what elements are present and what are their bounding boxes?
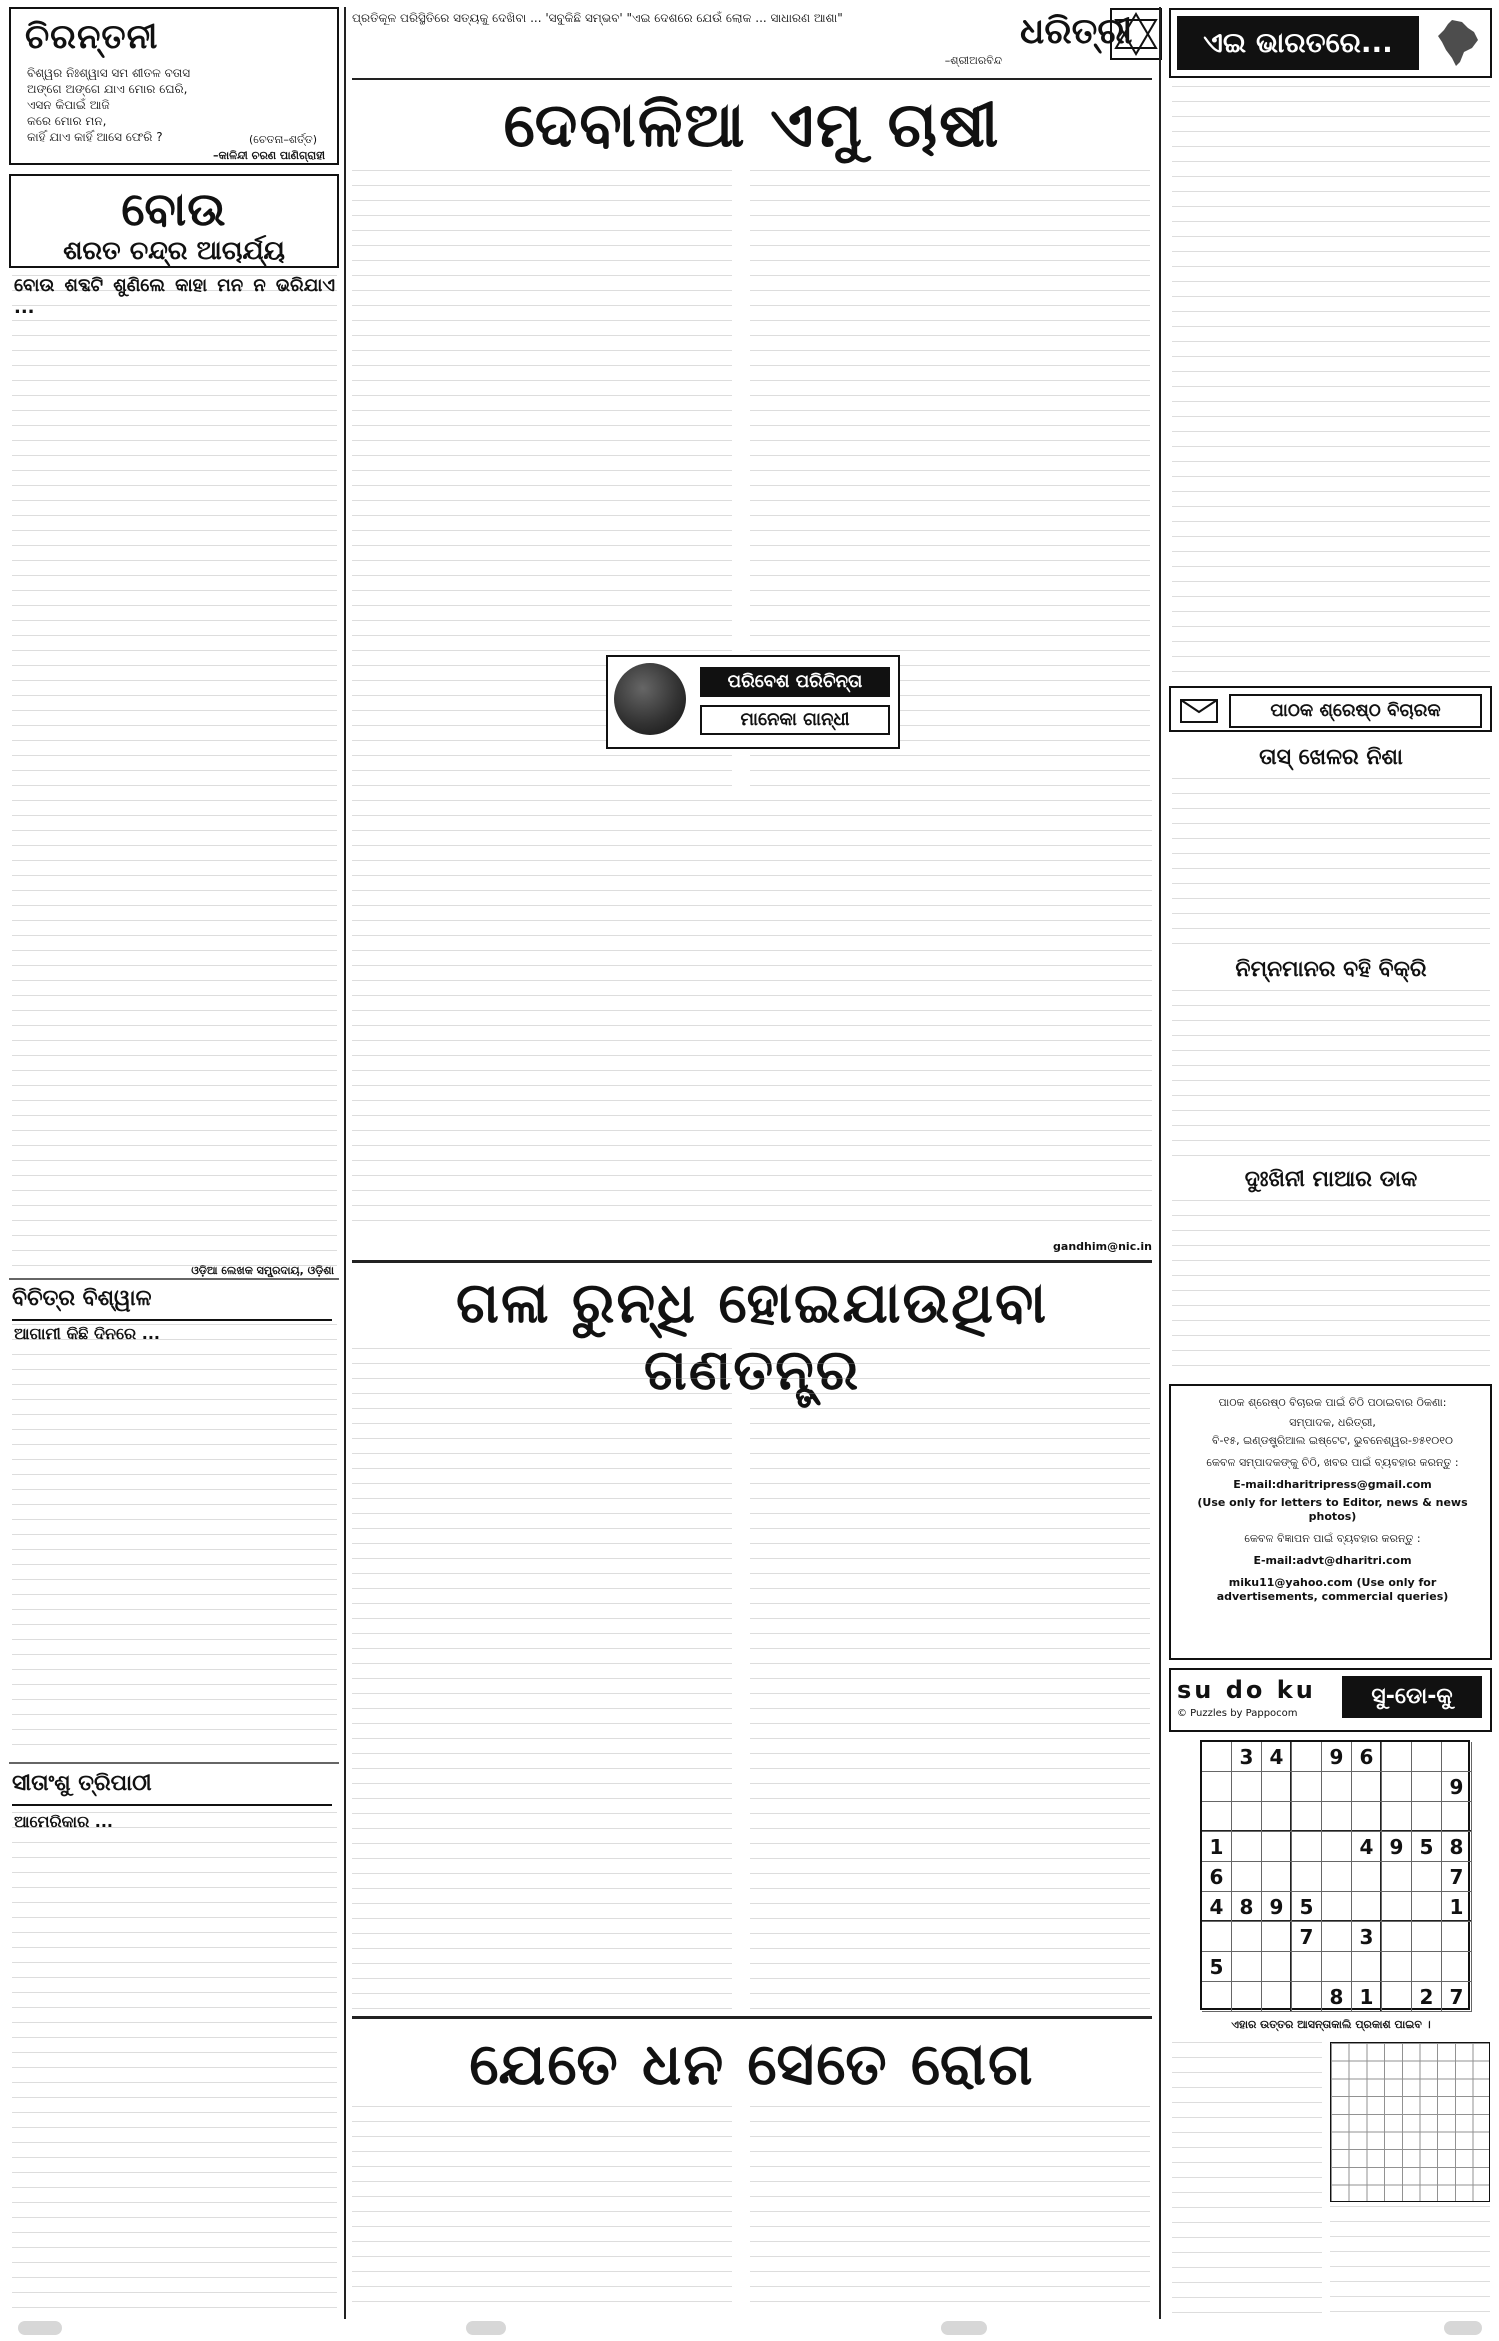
- sudoku-cell[interactable]: [1412, 1862, 1442, 1892]
- page-scroll-bar-3: [941, 2321, 987, 2335]
- sudoku-cell[interactable]: [1412, 1922, 1442, 1952]
- india-map-icon: [1434, 18, 1480, 68]
- sudoku-cell[interactable]: 3: [1352, 1922, 1382, 1952]
- sudoku-cell[interactable]: [1202, 1742, 1232, 1772]
- sudoku-cell[interactable]: [1412, 1802, 1442, 1832]
- center-divider-1: [352, 1260, 1152, 1263]
- sudoku-cell[interactable]: [1292, 1772, 1322, 1802]
- sudoku-cell[interactable]: 1: [1442, 1892, 1472, 1922]
- sudoku-cell[interactable]: 3: [1232, 1742, 1262, 1772]
- sudoku-cell[interactable]: [1262, 1772, 1292, 1802]
- sudoku-cell[interactable]: 8: [1232, 1892, 1262, 1922]
- right-header-box: [1169, 8, 1492, 78]
- sudoku-cell[interactable]: 6: [1202, 1862, 1232, 1892]
- masthead-rule: [352, 78, 1152, 80]
- sudoku-cell[interactable]: [1202, 1802, 1232, 1832]
- chirantani-text: ବିଶ୍ୱର ନିଃଶ୍ୱାସ ସମ ଶୀତଳ ବତାସ ଅଙ୍ଗେ ଅଙ୍ଗେ ଯାଏ ମୋର ଘେରି, ଏସନ କିପାଇଁ ଆଜି କରେ ମୋର ମନ, କାହିଁ ଯାଏ କାହିଁ ଆସେ ଫେରି ?: [27, 66, 191, 144]
- sudoku-cell[interactable]: [1292, 1862, 1322, 1892]
- sudoku-cell[interactable]: [1352, 1862, 1382, 1892]
- sudoku-cell[interactable]: 8: [1442, 1832, 1472, 1862]
- sudoku-cell[interactable]: [1412, 1892, 1442, 1922]
- letter1-title: ତାସ୍ ଖେଳର ନିଶା: [1259, 744, 1403, 770]
- sudoku-cell[interactable]: [1442, 1742, 1472, 1772]
- contact-line-5: କେବଳ ବିଜ୍ଞାପନ ପାଇଁ ବ୍ୟବହାର କରନ୍ତୁ :: [1244, 1532, 1421, 1545]
- contact-line-2: ସମ୍ପାଦକ, ଧରିତ୍ରୀ,: [1289, 1416, 1376, 1429]
- sudoku-cell[interactable]: [1382, 1862, 1412, 1892]
- contact-email-3[interactable]: miku11@yahoo.com (Use only for advertisements, commercial queries): [1216, 1576, 1449, 1603]
- right-column-separator: [1159, 7, 1161, 2319]
- sudoku-cell[interactable]: 7: [1442, 1982, 1472, 2012]
- sudoku-cell[interactable]: [1262, 1952, 1292, 1982]
- center-divider-2: [352, 2016, 1152, 2019]
- sudoku-answer-note: [1330, 2206, 1490, 2316]
- sudoku-cell[interactable]: [1412, 1952, 1442, 1982]
- sudoku-cell[interactable]: 7: [1442, 1862, 1472, 1892]
- boudha-header: [9, 174, 339, 268]
- sudoku-cell[interactable]: [1352, 1802, 1382, 1832]
- bichitra-lead: ଆଗାମୀ କିଛି ଦିନରେ ...: [14, 1324, 160, 1343]
- masthead-logo: [1020, 6, 1160, 70]
- letter2-body: [1172, 990, 1490, 1158]
- chirantani-box: [9, 7, 339, 165]
- sudoku-cell[interactable]: [1322, 1952, 1352, 1982]
- star-logo-icon: [1110, 8, 1162, 60]
- contact-line-4: କେବଳ ସମ୍ପାଦକଙ୍କୁ ଚିଠି, ଖବର ପାଇଁ ବ୍ୟବହାର କରନ୍ତୁ :: [1206, 1456, 1459, 1469]
- sudoku-cell[interactable]: 9: [1322, 1742, 1352, 1772]
- reader-box: [1169, 686, 1492, 732]
- sudoku-cell[interactable]: 7: [1292, 1922, 1322, 1952]
- bichitra-article: [12, 1324, 337, 1759]
- sudoku-cell[interactable]: [1442, 1922, 1472, 1952]
- profile-label-1: ପରିବେଶ ପରିଚିନ୍ତା: [700, 667, 890, 697]
- boudha-title: ବୋଉ: [121, 182, 227, 236]
- sudoku-instructions: [1172, 2042, 1322, 2316]
- sudoku-cell[interactable]: 1: [1202, 1832, 1232, 1862]
- contact-email-1[interactable]: E-mail:dharitripress@gmail.com: [1233, 1478, 1432, 1491]
- top-notice: ପ୍ରତିକୂଳ ପରିସ୍ଥିତିରେ ସତ୍ୟକୁ ଦେଖିବା ... 'ସବୁକିଛି ସମ୍ଭବ' "ଏଇ ଦେଶରେ ଯେଉଁ ଲୋକ ... ସାଧାରଣ ଆଶା": [352, 11, 843, 25]
- sudoku-cell[interactable]: [1292, 1832, 1322, 1862]
- author-avatar: [614, 663, 686, 735]
- profile-box: [606, 655, 900, 749]
- sudoku-cell[interactable]: 9: [1262, 1892, 1292, 1922]
- sudoku-cell[interactable]: [1412, 1772, 1442, 1802]
- sudoku-cell[interactable]: [1322, 1802, 1352, 1832]
- sudoku-cell[interactable]: [1382, 1892, 1412, 1922]
- sitanshu-title: ସୀତାଂଶୁ ତ୍ରିପାଠୀ: [12, 1770, 332, 1806]
- letter3-body: [1172, 1200, 1490, 1376]
- sudoku-title: ସୁ-ଡୋ-କୁ: [1342, 1676, 1482, 1718]
- boudha-footer: ଓଡ଼ିଆ ଲେଖକ ସମ୍ପ୍ରଦାୟ, ଓଡ଼ିଶା: [191, 1264, 334, 1277]
- sudoku-cell[interactable]: [1382, 1802, 1412, 1832]
- sudoku-cell[interactable]: 4: [1202, 1892, 1232, 1922]
- letter3-title: ଦୁଃଖିନୀ ମାଆର ଡାକ: [1244, 1166, 1418, 1192]
- page-scroll-bar-1: [18, 2321, 62, 2335]
- sudoku-brand: su do ku: [1177, 1676, 1316, 1704]
- sudoku-cell[interactable]: 2: [1412, 1982, 1442, 2012]
- contact-line-3: ବି-୧୫, ଇଣ୍ଡଷ୍ଟ୍ରିଆଲ ଇଷ୍ଟେଟ, ଭୁବନେଶ୍ୱର-୭୫୧୦୧୦: [1212, 1434, 1453, 1447]
- sudoku-answer-grid: [1330, 2042, 1490, 2202]
- sudoku-cell[interactable]: [1442, 1952, 1472, 1982]
- right-header-title: ଏଇ ଭାରତରେ...: [1177, 16, 1419, 70]
- sitanshu-article: [12, 1812, 337, 2308]
- sudoku-caption: ଏହାର ଉତ୍ତର ଆସନ୍ତାକାଲି ପ୍ରକାଶ ପାଇବ ।: [1231, 2018, 1431, 2031]
- sudoku-cell[interactable]: [1262, 1982, 1292, 2012]
- sudoku-cell[interactable]: [1232, 1772, 1262, 1802]
- headline-2: ଗଳା ରୁନ୍ଧି ହୋଇଯାଉଥିବା ଗଣତନ୍ତ୍ର: [455, 1270, 1049, 1403]
- left-divider-2: [9, 1762, 339, 1764]
- sudoku-cell[interactable]: [1232, 1982, 1262, 2012]
- headline-1: ଦେବାଳିଆ ଏମୁ ଚାଷୀ: [503, 88, 1001, 161]
- headline-3: ଯେତେ ଧନ ସେତେ ରୋଗ: [469, 2030, 1035, 2098]
- sudoku-cell[interactable]: [1412, 1742, 1442, 1772]
- sudoku-cell[interactable]: [1262, 1802, 1292, 1832]
- boudha-article: [12, 275, 337, 1275]
- sudoku-cell[interactable]: [1262, 1922, 1292, 1952]
- sudoku-cell[interactable]: [1292, 1742, 1322, 1772]
- sudoku-cell[interactable]: 6: [1352, 1742, 1382, 1772]
- sudoku-cell[interactable]: [1352, 1772, 1382, 1802]
- headline2-article-col1: [352, 1348, 732, 2010]
- sudoku-cell[interactable]: [1292, 1802, 1322, 1832]
- sudoku-cell[interactable]: [1292, 1982, 1322, 2012]
- sudoku-cell[interactable]: [1232, 1862, 1262, 1892]
- page-scroll-bar-2: [466, 2321, 506, 2335]
- sudoku-cell[interactable]: [1442, 1802, 1472, 1832]
- reader-title: ପାଠକ ଶ୍ରେଷ୍ଠ ବିଚାରକ: [1229, 694, 1482, 728]
- contact-box: [1169, 1384, 1492, 1660]
- right-article-main: [1172, 86, 1490, 680]
- sudoku-grid[interactable]: [1200, 1740, 1470, 2010]
- sudoku-cell[interactable]: [1322, 1922, 1352, 1952]
- sudoku-cell[interactable]: [1382, 1922, 1412, 1952]
- letter1-body: [1172, 778, 1490, 948]
- chirantani-title: ଚିରନ୍ତନୀ: [25, 17, 159, 57]
- left-column-separator: [344, 7, 346, 2319]
- sudoku-cell[interactable]: 4: [1352, 1832, 1382, 1862]
- sudoku-cell[interactable]: 1: [1352, 1982, 1382, 2012]
- envelope-icon: [1179, 698, 1219, 724]
- headline3-article-col1: [352, 2106, 732, 2316]
- left-divider-1: [9, 1278, 339, 1280]
- sudoku-cell[interactable]: [1262, 1832, 1292, 1862]
- sudoku-cell[interactable]: [1322, 1862, 1352, 1892]
- sitanshu-lead: ଆମେରିକାର ...: [14, 1812, 114, 1831]
- boudha-author: ଶରତ ଚନ୍ଦ୍ର ଆଚାର୍ଯ୍ୟ: [63, 236, 285, 266]
- sudoku-cell[interactable]: [1292, 1952, 1322, 1982]
- sudoku-cell[interactable]: 5: [1412, 1832, 1442, 1862]
- headline1-article-continued: [352, 800, 1152, 1230]
- contact-note-1: (Use only for letters to Editor, news & news photos): [1197, 1496, 1468, 1523]
- sudoku-cell[interactable]: [1202, 1772, 1232, 1802]
- sudoku-cell[interactable]: [1232, 1922, 1262, 1952]
- sudoku-cell[interactable]: [1232, 1832, 1262, 1862]
- headline3-article-col2: [750, 2106, 1150, 2316]
- sudoku-cell[interactable]: [1322, 1832, 1352, 1862]
- masthead: ଧରିତ୍ରୀ: [1020, 10, 1133, 52]
- sudoku-cell[interactable]: 5: [1292, 1892, 1322, 1922]
- sudoku-cell[interactable]: 9: [1442, 1772, 1472, 1802]
- contact-email-2[interactable]: E-mail:advt@dharitri.com: [1253, 1554, 1412, 1567]
- article1-email: gandhim@nic.in: [1053, 1240, 1152, 1253]
- profile-label-2: ମାନେକା ଗାନ୍ଧୀ: [700, 705, 890, 735]
- sudoku-cell[interactable]: [1322, 1772, 1352, 1802]
- boudha-lead: ବୋଉ ଶବ୍ଦଟି ଶୁଣିଲେ କାହା ମନ ନ ଭରିଯାଏ ...: [14, 275, 335, 318]
- sudoku-cell[interactable]: [1262, 1862, 1292, 1892]
- sudoku-cell[interactable]: [1352, 1892, 1382, 1922]
- sudoku-cell[interactable]: [1322, 1892, 1352, 1922]
- sudoku-cell[interactable]: [1352, 1952, 1382, 1982]
- top-notice-author: –ଶ୍ରୀଅରବିନ୍ଦ: [944, 54, 1002, 67]
- sudoku-header: [1169, 1668, 1492, 1732]
- sudoku-cell[interactable]: [1202, 1922, 1232, 1952]
- contact-line-1: ପାଠକ ଶ୍ରେଷ୍ଠ ବିଚାରକ ପାଇଁ ଚିଠି ପଠାଇବାର ଠିକଣା:: [1218, 1396, 1447, 1409]
- sudoku-cell[interactable]: 4: [1262, 1742, 1292, 1772]
- letter2-title: ନିମ୍ନମାନର ବହି ବିକ୍ରି: [1235, 956, 1427, 982]
- chirantani-source: (ଚେତନା–ଶର୍ତ୍ତ): [249, 133, 317, 146]
- chirantani-author: –କାଳିନ୍ଦୀ ଚରଣ ପାଣିଗ୍ରାହୀ: [213, 149, 325, 162]
- bichitra-title: ବିଚିତ୍ର ବିଶ୍ୱାଳ: [12, 1285, 332, 1321]
- sudoku-cell[interactable]: 8: [1322, 1982, 1352, 2012]
- page-scroll-bar-4: [1444, 2321, 1482, 2335]
- sudoku-cell[interactable]: 5: [1202, 1952, 1232, 1982]
- sudoku-cell[interactable]: [1232, 1952, 1262, 1982]
- sudoku-credit: © Puzzles by Pappocom: [1177, 1708, 1298, 1719]
- sudoku-cell[interactable]: [1232, 1802, 1262, 1832]
- sudoku-cell[interactable]: [1202, 1982, 1232, 2012]
- headline2-article-col2: [750, 1348, 1150, 2010]
- sudoku-cell[interactable]: [1382, 1952, 1412, 1982]
- sudoku-cell[interactable]: 9: [1382, 1832, 1412, 1862]
- sudoku-cell[interactable]: [1382, 1742, 1412, 1772]
- sudoku-cell[interactable]: [1382, 1982, 1412, 2012]
- sudoku-cell[interactable]: [1382, 1772, 1412, 1802]
